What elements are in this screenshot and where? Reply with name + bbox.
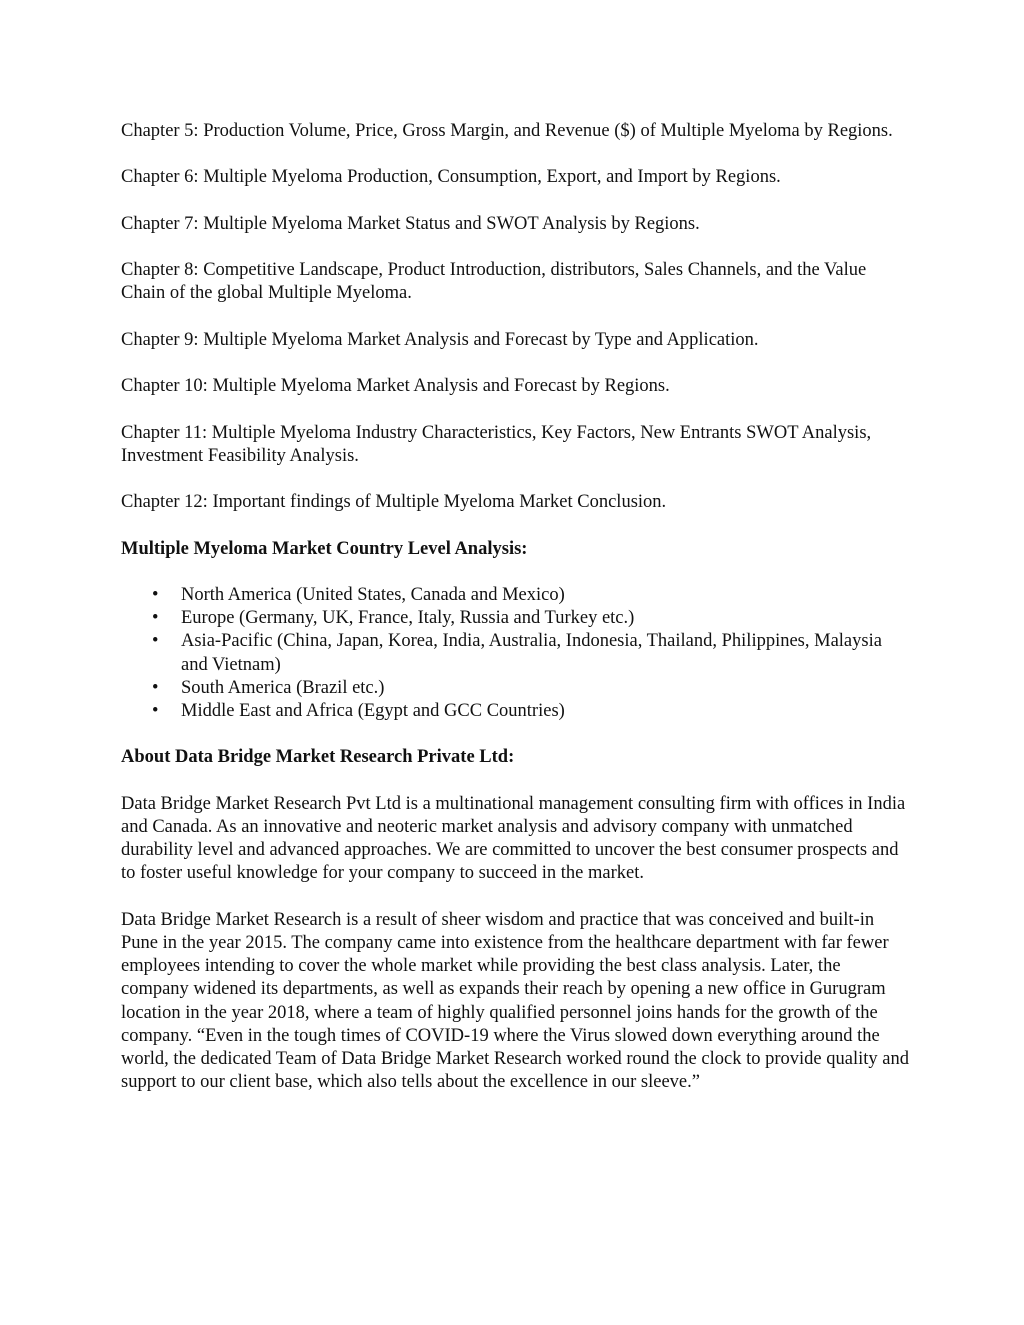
region-text: North America (United States, Canada and Mexico) xyxy=(181,584,565,605)
list-item xyxy=(152,630,911,676)
document-page xyxy=(121,120,911,1118)
chapter-12-paragraph: Chapter 12: Important findings of Multiple Myeloma Market Conclusion. xyxy=(121,492,667,513)
list-item xyxy=(152,700,911,723)
chapter-10-paragraph: Chapter 10: Multiple Myeloma Market Analysis and Forecast by Regions. xyxy=(121,376,670,397)
bullet-icon: • xyxy=(152,608,159,629)
about-heading: About Data Bridge Market Research Private Ltd: xyxy=(121,747,515,768)
chapter-7-paragraph: Chapter 7: Multiple Myeloma Market Status and SWOT Analysis by Regions. xyxy=(121,213,700,234)
chapter-8-paragraph: Chapter 8: Competitive Landscape, Product Introduction, distributors, Sales Channels, and the Value Chain of the global Multiple Myeloma. xyxy=(121,260,867,304)
bullet-icon: • xyxy=(152,631,159,652)
chapter-9-paragraph: Chapter 9: Multiple Myeloma Market Analysis and Forecast by Type and Application. xyxy=(121,329,759,350)
about-paragraph-2: Data Bridge Market Research is a result of sheer wisdom and practice that was conceived and built-in Pune in the year 2015. The company came into existence from the healthcare department with far fewer employees intending to cover the whole market while providing the best class analysis. Later, the company widened its departments, as well as expands their reach by opening a new office in Gurugram location in the year 2018, where a team of highly qualified personnel joins hands for the growth of the company. “Even in the tough times of COVID-19 where the Virus slowed down everything around the world, the dedicated Team of Data Bridge Market Research worked round the clock to provide quality and support to our client base, which also tells about the excellence in our sleeve.” xyxy=(121,909,909,1093)
list-item xyxy=(152,677,911,700)
region-text: Europe (Germany, UK, France, Italy, Russia and Turkey etc.) xyxy=(181,608,635,629)
about-paragraph-1: Data Bridge Market Research Pvt Ltd is a multinational management consulting firm with offices in India and Canada. As an innovative and neoteric market analysis and advisory company with unmatched durability level and advanced approaches. We are committed to uncover the best consumer prospects and to foster useful knowledge for your company to succeed in the market. xyxy=(121,793,906,884)
chapter-6-paragraph: Chapter 6: Multiple Myeloma Production, Consumption, Export, and Import by Regions. xyxy=(121,167,781,188)
chapter-11-paragraph: Chapter 11: Multiple Myeloma Industry Characteristics, Key Factors, New Entrants SWOT Analysis, Investment Feasibility Analysis. xyxy=(121,422,872,466)
list-item xyxy=(152,584,911,607)
region-text: South America (Brazil etc.) xyxy=(181,677,385,698)
list-item xyxy=(152,607,911,630)
region-text: Asia-Pacific (China, Japan, Korea, India, Australia, Indonesia, Thailand, Philippines, Malaysia and Vietnam) xyxy=(181,631,882,675)
chapter-5-paragraph: Chapter 5: Production Volume, Price, Gross Margin, and Revenue ($) of Multiple Myeloma by Regions. xyxy=(121,121,893,141)
region-text: Middle East and Africa (Egypt and GCC Countries) xyxy=(181,700,565,721)
bullet-icon: • xyxy=(152,700,159,721)
bullet-icon: • xyxy=(152,677,159,698)
region-list xyxy=(121,584,911,723)
country-analysis-heading: Multiple Myeloma Market Country Level Analysis: xyxy=(121,538,528,559)
bullet-icon: • xyxy=(152,584,159,605)
